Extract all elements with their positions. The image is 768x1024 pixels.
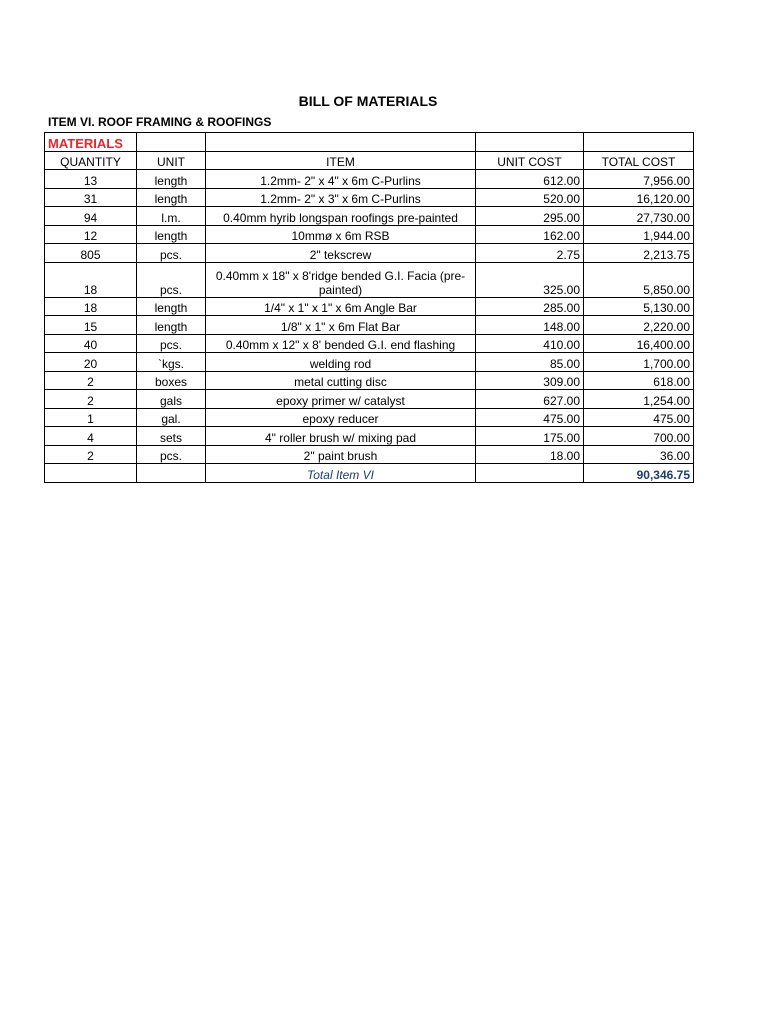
item-cell: epoxy primer w/ catalyst (206, 390, 476, 409)
total-row (45, 464, 694, 483)
total-cost-cell: 16,120.00 (584, 188, 694, 207)
total-cost-cell: 7,956.00 (584, 170, 694, 189)
total-cost-cell: 16,400.00 (584, 334, 694, 353)
table-row (45, 408, 694, 427)
total-cost-cell: 700.00 (584, 427, 694, 446)
item-cell: 4" roller brush w/ mixing pad (206, 427, 476, 446)
table-row (45, 170, 694, 189)
item-cell: 1.2mm- 2" x 3" x 6m C-Purlins (206, 188, 476, 207)
table-row (45, 445, 694, 464)
total-cost-cell: 27,730.00 (584, 207, 694, 226)
unit-cost-cell: 162.00 (476, 225, 584, 244)
item-cell: 1.2mm- 2" x 4" x 6m C-Purlins (206, 170, 476, 189)
quantity-cell: 12 (45, 225, 137, 244)
empty-cell (45, 464, 137, 483)
unit-cost-cell: 325.00 (476, 262, 584, 297)
empty-cell (584, 133, 694, 152)
unit-cell: length (137, 188, 206, 207)
materials-label: MATERIALS (48, 135, 123, 151)
table-row (45, 353, 694, 372)
table-row (45, 188, 694, 207)
total-cost-cell: 5,130.00 (584, 297, 694, 316)
total-value: 90,346.75 (584, 464, 694, 483)
table-row (45, 334, 694, 353)
item-cell: metal cutting disc (206, 371, 476, 390)
item-cell: 2" paint brush (206, 445, 476, 464)
table-row (45, 297, 694, 316)
unit-cell: length (137, 170, 206, 189)
item-cell: 1/4" x 1" x 1" x 6m Angle Bar (206, 297, 476, 316)
total-cost-cell: 5,850.00 (584, 262, 694, 297)
unit-cost-cell: 627.00 (476, 390, 584, 409)
unit-cell: l.m. (137, 207, 206, 226)
total-cost-cell: 2,213.75 (584, 244, 694, 263)
item-cell: epoxy reducer (206, 408, 476, 427)
unit-cell: pcs. (137, 244, 206, 263)
unit-cost-cell: 2.75 (476, 244, 584, 263)
total-cost-cell: 475.00 (584, 408, 694, 427)
unit-cell: gal. (137, 408, 206, 427)
item-cell: 0.40mm x 12" x 8' bended G.I. end flashing (206, 334, 476, 353)
quantity-cell: 15 (45, 316, 137, 335)
total-cost-cell: 1,700.00 (584, 353, 694, 372)
unit-cell: length (137, 316, 206, 335)
table-row (45, 316, 694, 335)
unit-cell: `kgs. (137, 353, 206, 372)
empty-cell (206, 133, 476, 152)
unit-cell: sets (137, 427, 206, 446)
unit-cost-cell: 85.00 (476, 353, 584, 372)
unit-cost-cell: 612.00 (476, 170, 584, 189)
empty-cell (137, 133, 206, 152)
unit-cell: length (137, 297, 206, 316)
quantity-cell: 2 (45, 371, 137, 390)
table-row (45, 244, 694, 263)
quantity-cell: 40 (45, 334, 137, 353)
quantity-cell: 805 (45, 244, 137, 263)
empty-cell (476, 133, 584, 152)
quantity-cell: 4 (45, 427, 137, 446)
quantity-cell: 18 (45, 297, 137, 316)
item-cell: 0.40mm x 18" x 8'ridge bended G.I. Facia (pre-painted) (206, 262, 476, 297)
unit-cell: gals (137, 390, 206, 409)
quantity-cell: 31 (45, 188, 137, 207)
empty-cell (476, 464, 584, 483)
header-row (45, 151, 694, 170)
total-label: Total Item VI (206, 464, 476, 483)
header-unit-cost: UNIT COST (476, 151, 584, 170)
header-item: ITEM (206, 151, 476, 170)
table-row (45, 207, 694, 226)
quantity-cell: 94 (45, 207, 137, 226)
item-cell: 0.40mm hyrib longspan roofings pre-painted (206, 207, 476, 226)
section-row (45, 133, 694, 152)
item-cell: 10mmø x 6m RSB (206, 225, 476, 244)
header-quantity: QUANTITY (45, 151, 137, 170)
unit-cell: pcs. (137, 334, 206, 353)
document-title: BILL OF MATERIALS (298, 93, 438, 109)
item-cell: welding rod (206, 353, 476, 372)
table-row (45, 371, 694, 390)
quantity-cell: 2 (45, 390, 137, 409)
unit-cost-cell: 175.00 (476, 427, 584, 446)
unit-cost-cell: 309.00 (476, 371, 584, 390)
header-total-cost: TOTAL COST (584, 151, 694, 170)
unit-cost-cell: 410.00 (476, 334, 584, 353)
bill-of-materials-table (44, 132, 694, 483)
quantity-cell: 20 (45, 353, 137, 372)
table-row (45, 390, 694, 409)
quantity-cell: 2 (45, 445, 137, 464)
quantity-cell: 13 (45, 170, 137, 189)
table-body (45, 133, 694, 483)
total-cost-cell: 1,944.00 (584, 225, 694, 244)
unit-cell: pcs. (137, 445, 206, 464)
item-heading: ITEM VI. ROOF FRAMING & ROOFINGS (48, 115, 272, 129)
unit-cost-cell: 148.00 (476, 316, 584, 335)
unit-cell: pcs. (137, 262, 206, 297)
header-unit: UNIT (137, 151, 206, 170)
empty-cell (137, 464, 206, 483)
total-cost-cell: 2,220.00 (584, 316, 694, 335)
table-row (45, 427, 694, 446)
table-row (45, 262, 694, 297)
unit-cost-cell: 285.00 (476, 297, 584, 316)
table-row (45, 225, 694, 244)
unit-cost-cell: 520.00 (476, 188, 584, 207)
unit-cost-cell: 295.00 (476, 207, 584, 226)
quantity-cell: 1 (45, 408, 137, 427)
unit-cell: length (137, 225, 206, 244)
item-cell: 2" tekscrew (206, 244, 476, 263)
quantity-cell: 18 (45, 262, 137, 297)
unit-cost-cell: 475.00 (476, 408, 584, 427)
total-cost-cell: 618.00 (584, 371, 694, 390)
section-label-cell (45, 133, 137, 152)
total-cost-cell: 36.00 (584, 445, 694, 464)
unit-cell: boxes (137, 371, 206, 390)
item-cell: 1/8" x 1" x 6m Flat Bar (206, 316, 476, 335)
total-cost-cell: 1,254.00 (584, 390, 694, 409)
unit-cost-cell: 18.00 (476, 445, 584, 464)
